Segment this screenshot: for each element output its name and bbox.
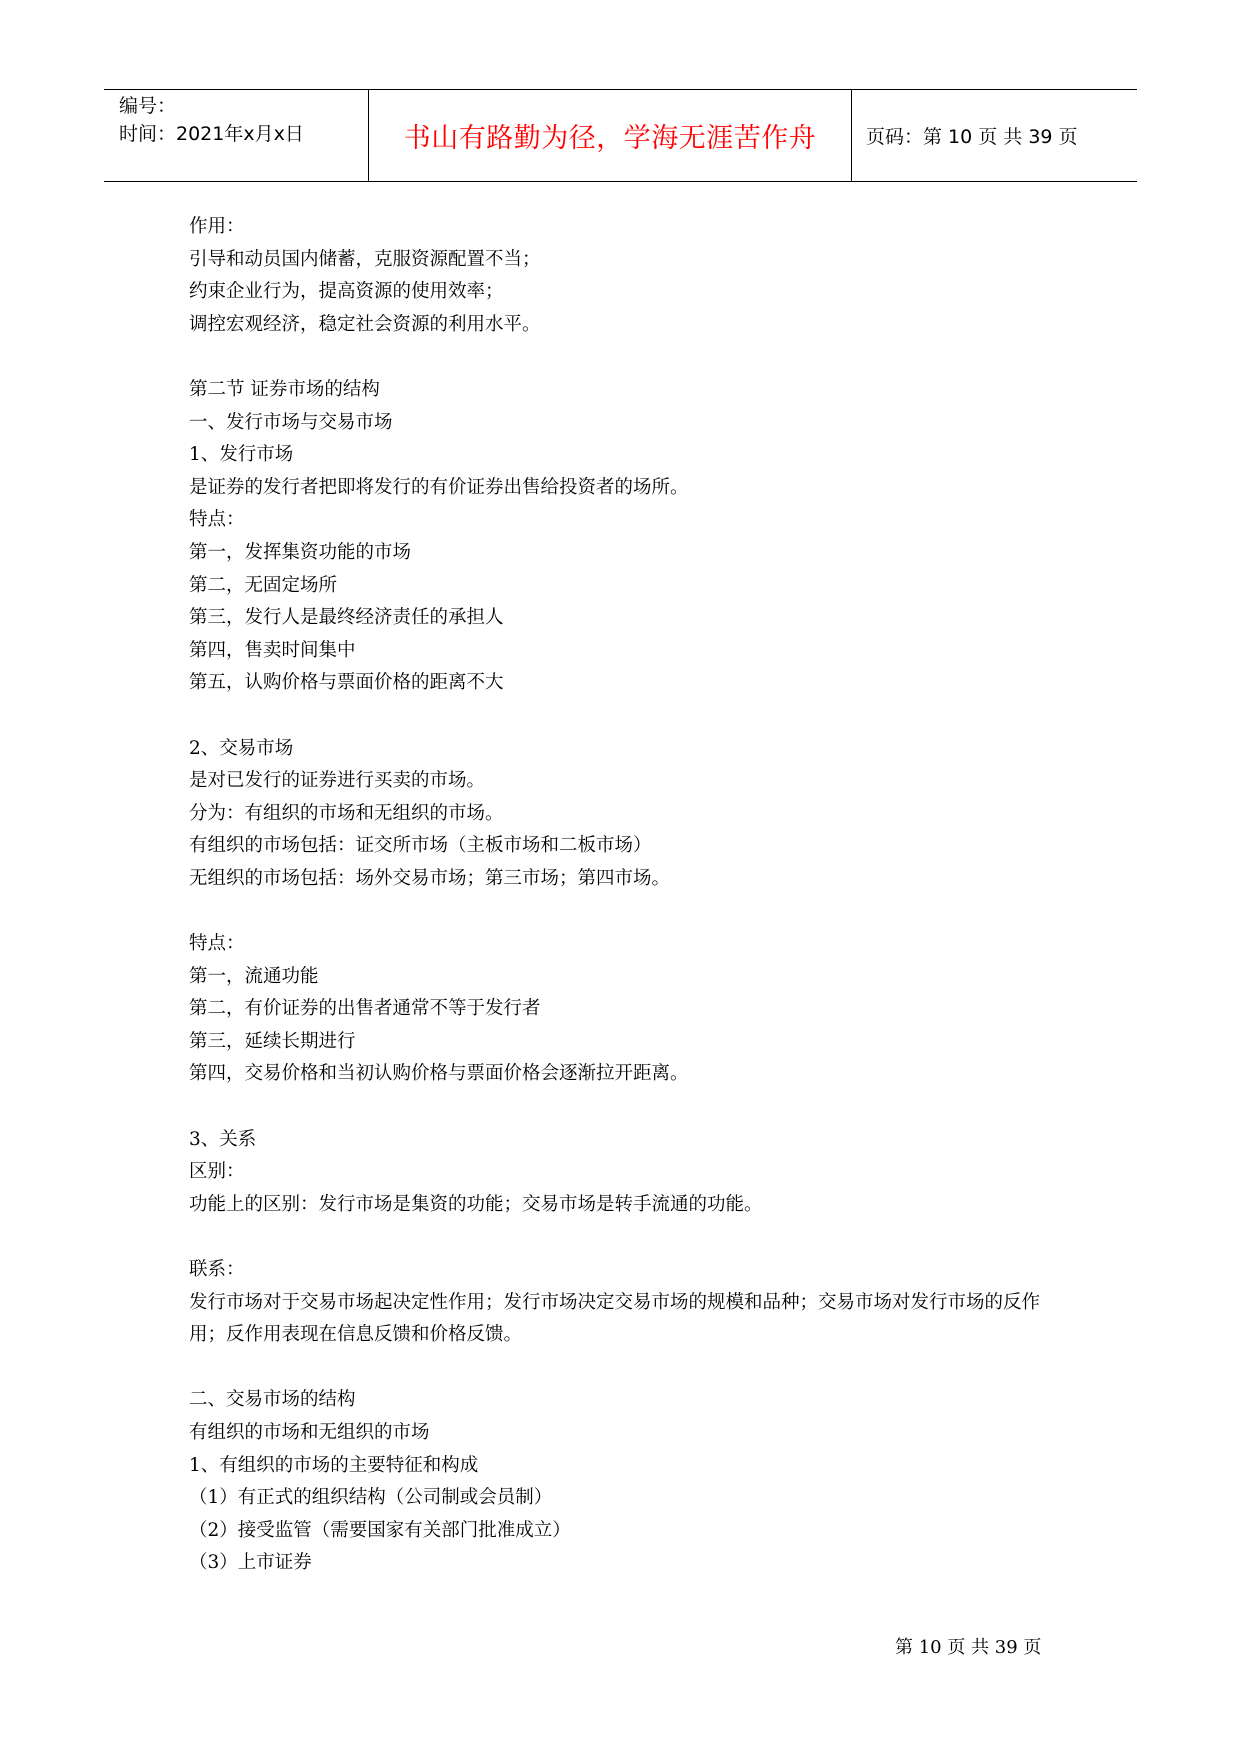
- body-line: 第四，售卖时间集中: [189, 639, 356, 661]
- body-line: 有组织的市场和无组织的市场: [189, 1421, 430, 1443]
- body-line: 是对已发行的证券进行买卖的市场。: [189, 770, 486, 792]
- body-line: 二、交易市场的结构: [189, 1389, 356, 1411]
- blank-line: [189, 700, 1069, 733]
- body-line: 区别：: [189, 1161, 245, 1183]
- body-line: 是证券的发行者把即将发行的有价证券出售给投资者的场所。: [189, 476, 689, 498]
- body-line: （3）上市证券: [189, 1552, 312, 1574]
- body-line: （1）有正式的组织结构（公司制或会员制）: [189, 1487, 553, 1509]
- page-footer: [895, 1633, 1041, 1659]
- body-line: 特点：: [189, 509, 245, 531]
- page-header: [104, 89, 1137, 182]
- body-line: 第二，无固定场所: [189, 574, 338, 596]
- body-line: 1、发行市场: [189, 444, 294, 466]
- body-line: 第一，发挥集资功能的市场: [189, 541, 412, 563]
- body-line: 第一，流通功能: [189, 965, 319, 987]
- body-line: 发行市场对于交易市场起决定性作用；发行市场决定交易市场的规模和品种；交易市场对发行市场的反作用；反作用表现在信息反馈和价格反馈。: [189, 1291, 1041, 1346]
- blank-line: [189, 895, 1069, 928]
- body-line: 第三，延续长期进行: [189, 1030, 356, 1052]
- body-line: 作用：: [189, 216, 245, 237]
- body-line: 有组织的市场包括：证交所市场（主板市场和二板市场）: [189, 835, 652, 857]
- body-line: 1、有组织的市场的主要特征和构成: [189, 1454, 479, 1476]
- header-page-info: 页码：第 10 页 共 39 页: [866, 126, 1078, 148]
- body-line: 一、发行市场与交易市场: [189, 411, 393, 433]
- blank-line: [189, 1352, 1069, 1385]
- document-time-label: 时间：2021年x月x日: [119, 123, 304, 145]
- body-line: 第五，认购价格与票面价格的距离不大: [189, 672, 504, 694]
- body-line: 3、关系: [189, 1128, 257, 1150]
- body-line: 第二，有价证券的出售者通常不等于发行者: [189, 998, 541, 1020]
- document-body: [189, 211, 1069, 1580]
- body-line: 分为：有组织的市场和无组织的市场。: [189, 802, 504, 824]
- body-line: 特点：: [189, 933, 245, 955]
- blank-line: [189, 341, 1069, 374]
- blank-line: [189, 1221, 1069, 1254]
- body-line: 引导和动员国内储蓄，克服资源配置不当；: [189, 248, 541, 270]
- body-line: 功能上的区别：发行市场是集资的功能；交易市场是转手流通的功能。: [189, 1193, 763, 1215]
- body-line: 第三，发行人是最终经济责任的承担人: [189, 607, 504, 629]
- footer-page-number: 第 10 页 共 39 页: [895, 1637, 1042, 1658]
- blank-line: [189, 1091, 1069, 1124]
- header-meta-cell: [104, 90, 369, 181]
- body-line: 2、交易市场: [189, 737, 294, 759]
- body-line: （2）接受监管（需要国家有关部门批准成立）: [189, 1519, 571, 1541]
- header-motto: 书山有路勤为径，学海无涯苦作舟: [403, 123, 817, 154]
- body-line: 第四，交易价格和当初认购价格与票面价格会逐渐拉开距离。: [189, 1063, 689, 1085]
- body-line: 无组织的市场包括：场外交易市场；第三市场；第四市场。: [189, 867, 671, 889]
- body-line: 第二节 证券市场的结构: [189, 378, 380, 400]
- document-number-label: 编号：: [119, 95, 177, 117]
- header-motto-cell: [369, 90, 852, 181]
- body-line: 联系：: [189, 1259, 245, 1280]
- body-line: 调控宏观经济，稳定社会资源的利用水平。: [189, 313, 541, 335]
- header-page-cell: [852, 90, 1137, 181]
- body-line: 约束企业行为，提高资源的使用效率；: [189, 281, 504, 303]
